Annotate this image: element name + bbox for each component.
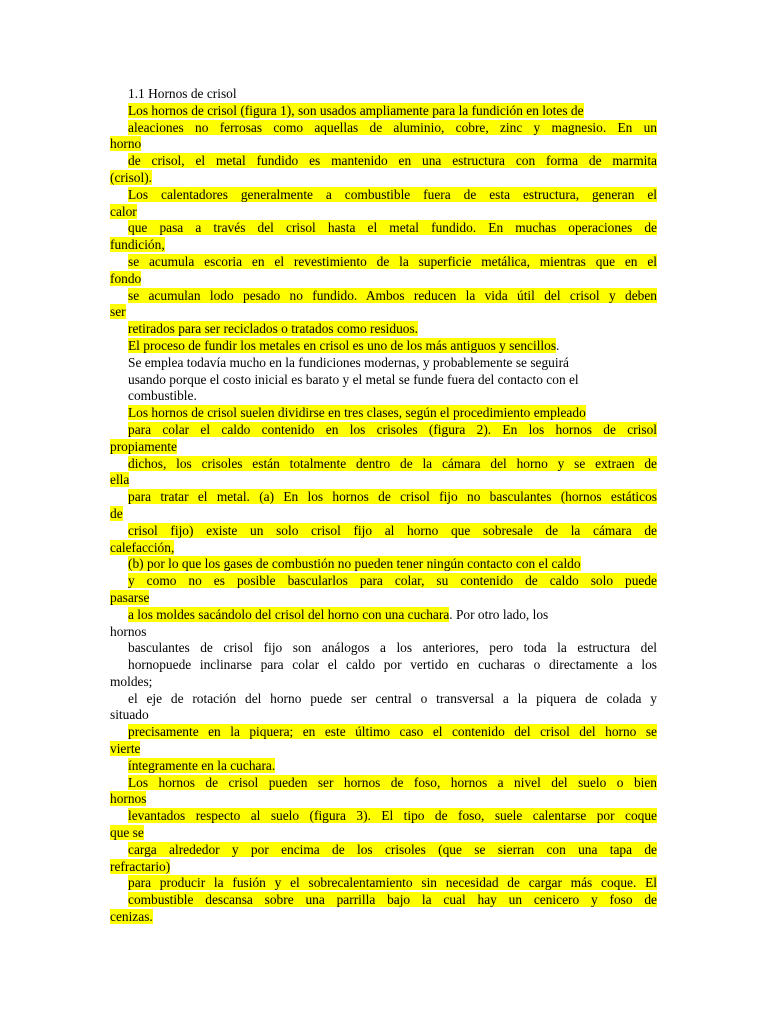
text-line	[110, 859, 657, 876]
highlighted-text: propiamente	[110, 438, 177, 454]
highlighted-text: horno	[110, 136, 142, 152]
text-line	[110, 472, 657, 489]
highlighted-text: se acumula escoria en el revestimiento de la superficie metálica, mientras que en el	[128, 253, 657, 269]
highlighted-text: precisamente en la piquera; en este último caso el contenido del crisol del horno se	[128, 724, 657, 740]
text-line	[110, 674, 657, 691]
text-segment: Se emplea todavía mucho en la fundiciones modernas, y probablemente se seguirá	[128, 354, 570, 370]
text-line	[110, 758, 657, 775]
highlighted-text: ser	[110, 304, 126, 320]
text-line	[110, 875, 657, 892]
highlighted-text: combustible descansa sobre una parrilla bajo la cual hay un cenicero y foso de	[128, 892, 657, 908]
text-line	[110, 489, 657, 506]
text-segment: hornopuede inclinarse para colar el caldo por vertido en cucharas o directamente a los	[128, 657, 657, 673]
highlighted-text: calor	[110, 203, 137, 219]
text-line	[110, 724, 657, 741]
highlighted-text: de crisol, el metal fundido es mantenido en una estructura con forma de marmita	[128, 153, 657, 169]
highlighted-text: que se	[110, 825, 144, 841]
highlighted-text: carga alrededor y por encima de los crisoles (que se sierran con una tapa de	[128, 841, 657, 857]
highlighted-text: para colar el caldo contenido en los crisoles (figura 2). En los hornos de crisol	[128, 421, 657, 437]
highlighted-text: a los moldes sacándolo del crisol del horno con una cuchara	[128, 606, 450, 622]
section-heading: 1.1 Hornos de crisol	[128, 86, 237, 101]
highlighted-text: pasarse	[110, 589, 150, 605]
text-line	[110, 321, 657, 338]
highlighted-text: que pasa a través del crisol hasta el metal fundido. En muchas operaciones de	[128, 220, 657, 236]
highlighted-text: hornos	[110, 791, 147, 807]
text-line	[110, 523, 657, 540]
highlighted-text: crisol fijo) existe un solo crisol fijo al horno que sobresale de la cámara de	[128, 522, 657, 538]
text-line	[110, 775, 657, 792]
highlighted-text: para tratar el metal. (a) En los hornos de crisol fijo no basculantes (hornos estáticos	[128, 489, 657, 505]
text-line	[110, 456, 657, 473]
text-line	[110, 624, 657, 641]
text-line	[110, 791, 657, 808]
text-line	[110, 288, 657, 305]
text-line	[110, 909, 657, 926]
text-line	[110, 607, 657, 624]
highlighted-text: íntegramente en la cuchara.	[128, 757, 276, 773]
text-line	[110, 707, 657, 724]
highlighted-text: de	[110, 505, 123, 521]
text-segment: el eje de rotación del horno puede ser central o transversal a la piquera de colada y	[128, 690, 657, 706]
highlighted-text: aleaciones no ferrosas como aquellas de aluminio, cobre, zinc y magnesio. En un	[128, 119, 657, 135]
text-segment: hornos	[110, 623, 147, 639]
text-line	[110, 842, 657, 859]
highlighted-text: (crisol).	[110, 169, 153, 185]
text-segment: combustible.	[128, 388, 197, 404]
highlighted-text: ella	[110, 472, 130, 488]
text-line	[110, 237, 657, 254]
highlighted-text: levantados respecto al suelo (figura 3). El tipo de foso, suele calentarse por coque	[128, 808, 657, 824]
highlighted-text: Los hornos de crisol (figura 1), son usados ampliamente para la fundición en lotes de	[128, 102, 584, 118]
highlighted-text: se acumulan lodo pesado no fundido. Ambos reducen la vida útil del crisol y deben	[128, 287, 657, 303]
text-line	[110, 170, 657, 187]
text-line	[110, 405, 657, 422]
text-line	[110, 304, 657, 321]
text-segment: .	[556, 337, 560, 353]
highlighted-text: dichos, los crisoles están totalmente dentro de la cámara del horno y se extraen de	[128, 455, 657, 471]
highlighted-text: cenizas.	[110, 909, 153, 925]
text-line	[110, 254, 657, 271]
text-line	[110, 187, 657, 204]
highlighted-text: fundición,	[110, 237, 165, 253]
text-line	[110, 506, 657, 523]
text-line	[110, 691, 657, 708]
text-line	[110, 372, 657, 389]
highlighted-text: retirados para ser reciclados o tratados como residuos.	[128, 321, 419, 337]
text-segment: usando porque el costo inicial es barato y el metal se funde fuera del contacto con el	[128, 371, 579, 387]
text-segment: . Por otro lado, los	[449, 606, 549, 622]
highlighted-text: Los hornos de crisol pueden ser hornos de foso, hornos a nivel del suelo o bien	[128, 774, 657, 790]
text-line	[110, 355, 657, 372]
highlighted-text: para producir la fusión y el sobrecalentamiento sin necesidad de cargar más coque. El	[128, 875, 657, 891]
text-line	[110, 103, 657, 120]
highlighted-text: Los hornos de crisol suelen dividirse en tres clases, según el procedimiento empleado	[128, 405, 586, 421]
highlighted-text: fondo	[110, 270, 142, 286]
text-line	[110, 573, 657, 590]
highlighted-text: vierte	[110, 741, 141, 757]
paragraph-lines	[110, 103, 657, 926]
text-line	[110, 388, 657, 405]
text-segment: basculantes de crisol fijo son análogos a los anteriores, pero toda la estructura del	[128, 640, 657, 656]
highlighted-text: El proceso de fundir los metales en crisol es uno de los más antiguos y sencillos	[128, 337, 557, 353]
text-segment: situado	[110, 707, 149, 723]
text-line	[110, 808, 657, 825]
text-line	[110, 204, 657, 221]
text-line	[110, 422, 657, 439]
document-body	[110, 86, 657, 926]
text-line	[110, 136, 657, 153]
text-line	[110, 439, 657, 456]
text-line	[110, 825, 657, 842]
highlighted-text: refractario)	[110, 858, 171, 874]
text-line	[110, 120, 657, 137]
text-line	[110, 892, 657, 909]
text-segment: moldes;	[110, 673, 153, 689]
text-line	[110, 271, 657, 288]
highlighted-text: Los calentadores generalmente a combustible fuera de esta estructura, generan el	[128, 186, 657, 202]
text-line	[110, 640, 657, 657]
highlighted-text: calefacción,	[110, 539, 175, 555]
text-line	[110, 220, 657, 237]
text-line	[110, 153, 657, 170]
text-line	[110, 556, 657, 573]
text-line	[110, 338, 657, 355]
text-line	[110, 741, 657, 758]
text-line	[110, 540, 657, 557]
text-line	[110, 657, 657, 674]
highlighted-text: y como no es posible bascularlos para colar, su contenido de caldo solo puede	[128, 573, 657, 589]
text-line	[110, 590, 657, 607]
highlighted-text: (b) por lo que los gases de combustión no pueden tener ningún contacto con el caldo	[128, 556, 581, 572]
